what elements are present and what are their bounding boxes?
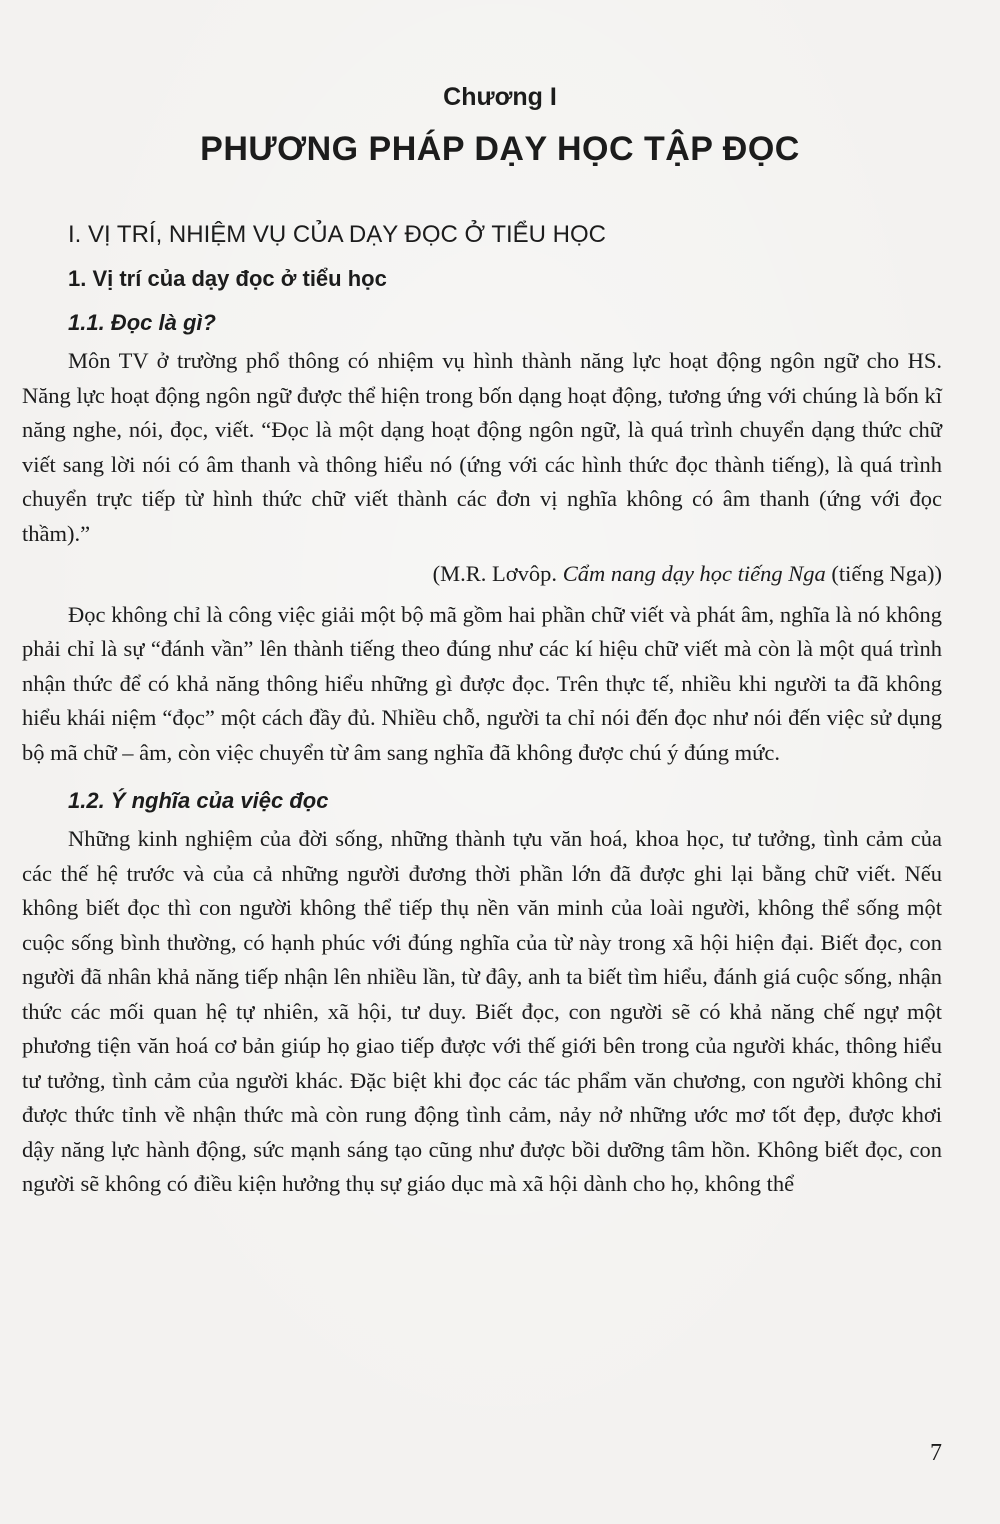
chapter-title: PHƯƠNG PHÁP DẠY HỌC TẬP ĐỌC xyxy=(200,130,800,168)
section-heading: I. VỊ TRÍ, NHIỆM VỤ CỦA DẠY ĐỌC Ở TIỂU HỌC xyxy=(68,221,606,248)
page-content xyxy=(22,76,942,1202)
chapter-label: Chương I xyxy=(443,83,557,111)
citation-note: (tiếng Nga)) xyxy=(825,561,942,586)
part-1-1-paragraph-2: Đọc không chỉ là công việc giải một bộ mã gồm hai phần chữ viết và phát âm, nghĩa là nó không phải chỉ là sự “đánh vần” lên thành tiếng theo đúng như các kí hiệu chữ viết mà còn là một quá trình nhận thức để có khả năng thông hiểu những gì được đọc. Trên thực tế, nhiều khi người ta đã không hiểu khái niệm “đọc” một cách đầy đủ. Nhiều chỗ, người ta chỉ nói đến đọc như nói đến việc sử dụng bộ mã chữ – âm, còn việc chuyển từ âm sang nghĩa đã không được chú ý đúng mức. xyxy=(22,601,942,765)
citation xyxy=(22,557,942,592)
part-1-1-heading: 1.1. Đọc là gì? xyxy=(68,310,216,335)
part-1-2-paragraph: Những kinh nghiệm của đời sống, những thành tựu văn hoá, khoa học, tư tưởng, tình cảm của các thế hệ trước và của cả những người đương thời phần lớn đã được ghi lại bằng chữ viết. Nếu không biết đọc thì con người không thể tiếp thụ nền văn minh của loài người, không thể sống một cuộc sống bình thường, có hạnh phúc với đúng nghĩa của từ này trong xã hội hiện đại. Biết đọc, con người đã nhân khả năng tiếp nhận lên nhiều lần, từ đây, anh ta biết tìm hiểu, đánh giá cuộc sống, nhận thức các mối quan hệ tự nhiên, xã hội, tư duy. Biết đọc, con người sẽ có khả năng chế ngự một phương tiện văn hoá cơ bản giúp họ giao tiếp được với thế giới bên trong của người khác, thông hiểu tư tưởng, tình cảm của người khác. Đặc biệt khi đọc các tác phẩm văn chương, con người không chỉ được thức tỉnh về nhận thức mà còn rung động tình cảm, nảy nở những ước mơ tốt đẹp, được khơi dậy năng lực hành động, sức mạnh sáng tạo cũng như được bồi dưỡng tâm hồn. Không biết đọc, con người sẽ không có điều kiện hưởng thụ sự giáo dục mà xã hội dành cho họ, không thể xyxy=(22,826,942,1196)
citation-title: Cẩm nang dạy học tiếng Nga xyxy=(562,561,826,586)
part-1-2-heading: 1.2. Ý nghĩa của việc đọc xyxy=(68,788,329,813)
part-1-1-paragraph: Môn TV ở trường phổ thông có nhiệm vụ hình thành năng lực hoạt động ngôn ngữ cho HS. Năng lực hoạt động ngôn ngữ được thể hiện trong bốn dạng hoạt động, tương ứng với chúng là bốn kĩ năng nghe, nói, đọc, viết. “Đọc là một dạng hoạt động ngôn ngữ, là quá trình chuyển dạng thức chữ viết sang lời nói có âm thanh và thông hiểu nó (ứng với các hình thức đọc thành tiếng), là quá trình chuyển trực tiếp từ hình thức chữ viết thành các đơn vị nghĩa không có âm thanh (ứng với đọc thầm).” xyxy=(22,348,942,546)
subsection-heading: 1. Vị trí của dạy đọc ở tiểu học xyxy=(68,266,387,291)
citation-author: (M.R. Lơvôp. xyxy=(432,561,563,586)
page-number: 7 xyxy=(930,1440,942,1466)
